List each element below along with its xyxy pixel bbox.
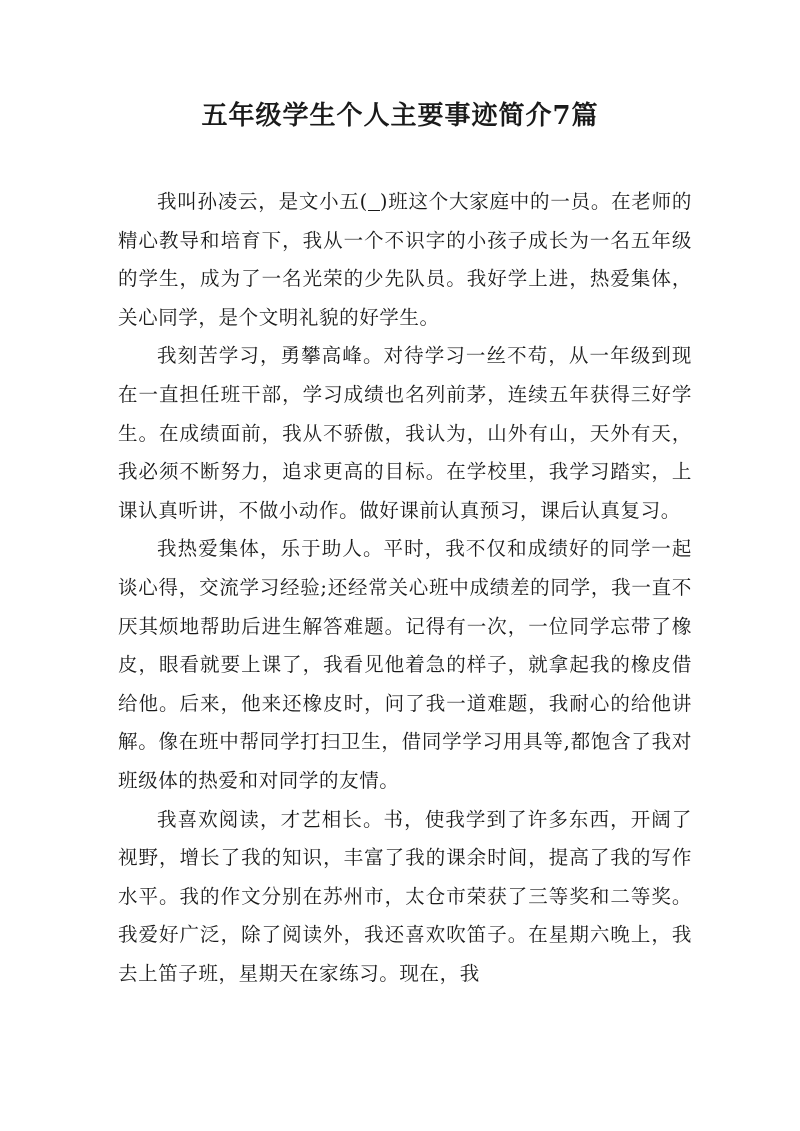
paragraph-reading: 我喜欢阅读，才艺相长。书，使我学到了许多东西，开阔了视野，增长了我的知识，丰富了我的课余时间，提高了我的写作水平。我的作文分别在苏州市，太仓市荣获了三等奖和二等奖。我爱好广泛，除了阅读外，我还喜欢吹笛子。在星期六晚上，我去上笛子班，星期天在家练习。现在，我 <box>118 807 692 985</box>
paragraph-intro-text-start: 我叫孙凌云，是文小五( <box>157 190 368 213</box>
document-body <box>118 183 692 993</box>
paragraph-study: 我刻苦学习，勇攀高峰。对待学习一丝不苟，从一年级到现在一直担任班干部，学习成绩也名列前茅，连续五年获得三好学生。在成绩面前，我从不骄傲，我认为，山外有山，天外有天，我必须不断努力，追求更高的目标。在学校里，我学习踏实，上课认真听讲，不做小动作。做好课前认真预习，课后认真复习。 <box>118 344 692 522</box>
paragraph-helping: 我热爱集体，乐于助人。平时，我不仅和成绩好的同学一起谈心得，交流学习经验;还经常关心班中成绩差的同学，我一直不厌其烦地帮助后进生解答难题。记得有一次，一位同学忘带了橡皮，眼看就要上课了，我看见他着急的样子，就拿起我的橡皮借给他。后来，他来还橡皮时，问了我一道难题，我耐心的给他讲解。像在班中帮同学打扫卫生，借同学学习用具等,都饱含了我对班级体的热爱和对同学的友情。 <box>118 537 692 792</box>
paragraph-intro-text-end: )班这个大家庭中的一员。在老师的精心教导和培育下，我从一个不识字的小孩子成长为一名五年级的学生，成为了一名光荣的少先队员。我好学上进，热爱集体，关心同学，是个文明礼貌的好学生。 <box>118 190 692 329</box>
document-title: 五年级学生个人主要事迹简介7篇 <box>201 101 599 131</box>
paragraph-intro <box>118 183 692 337</box>
class-number-blank <box>368 191 380 212</box>
